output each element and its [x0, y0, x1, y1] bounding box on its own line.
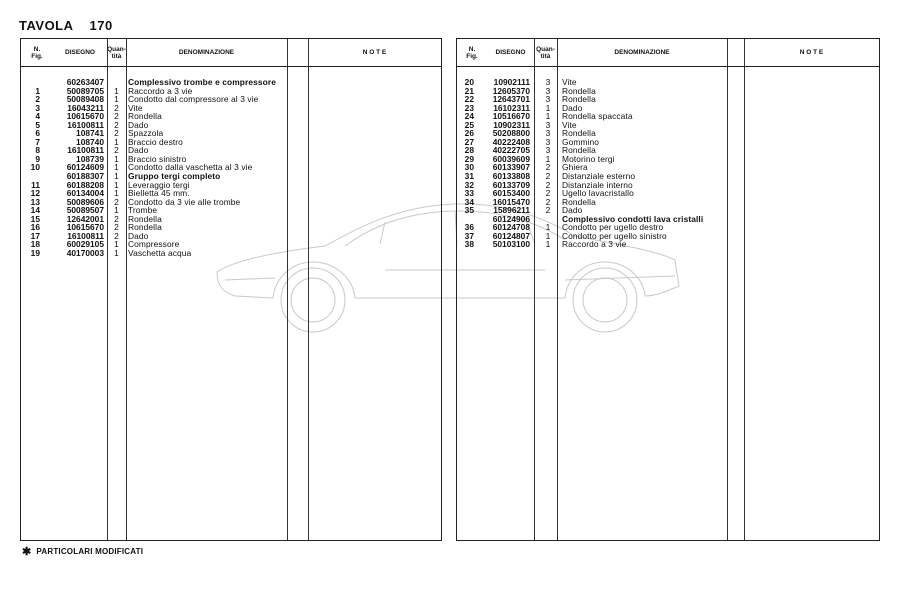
- fig-number: 26: [464, 128, 474, 139]
- part-number: 12605370: [492, 85, 530, 96]
- table-row: [457, 240, 879, 249]
- part-number: 60134004: [66, 188, 104, 199]
- quantity: 1: [545, 153, 551, 164]
- part-number: 16015470: [492, 196, 530, 207]
- part-number: 16102311: [493, 102, 530, 113]
- quantity: 1: [114, 239, 119, 250]
- part-number: 15896211: [493, 205, 530, 216]
- description: Dado: [128, 230, 149, 241]
- part-number: 60133808: [492, 171, 530, 182]
- description: Vite: [128, 102, 143, 113]
- description: Rondella: [128, 111, 162, 122]
- part-number: 60124609: [66, 162, 104, 173]
- header-fig: N. Fig.: [466, 45, 478, 60]
- description: Leveraggio tergi: [128, 179, 190, 190]
- part-number: 10516670: [492, 111, 530, 122]
- fig-number: 22: [464, 94, 474, 105]
- quantity: 1: [545, 230, 551, 241]
- fig-number: 16: [30, 222, 40, 233]
- header-disegno: DISEGNO: [65, 49, 95, 56]
- description: Dado: [562, 102, 583, 113]
- description: Complessivo condotti lava cristalli: [562, 213, 704, 224]
- fig-number: 28: [464, 145, 474, 156]
- quantity: 3: [545, 119, 551, 130]
- part-number: 60153400: [492, 188, 530, 199]
- quantity: 1: [114, 179, 119, 190]
- part-number: 60124906: [492, 213, 530, 224]
- fig-number: 31: [464, 171, 474, 182]
- part-number: 16043211: [67, 102, 104, 113]
- fig-number: 1: [35, 85, 40, 96]
- description: Distanziale esterno: [562, 171, 636, 182]
- part-number: 60263407: [66, 77, 104, 87]
- quantity: 3: [545, 128, 551, 139]
- part-number: 10615670: [66, 222, 104, 233]
- fig-number: 21: [464, 85, 474, 96]
- fig-number: 30: [464, 162, 474, 173]
- quantity: 1: [545, 102, 551, 113]
- fig-number: 17: [30, 230, 40, 241]
- fig-number: 4: [35, 111, 40, 122]
- part-number: 60124708: [492, 222, 530, 233]
- fig-number: 18: [30, 239, 40, 250]
- parts-table-left: [20, 38, 442, 541]
- part-number: 10902111: [493, 77, 530, 87]
- parts-list-left: [21, 78, 441, 257]
- fig-number: 6: [35, 128, 40, 139]
- description: Braccio sinistro: [128, 153, 187, 164]
- description: Rondella: [562, 196, 596, 207]
- quantity: 2: [545, 162, 551, 173]
- quantity: 2: [545, 188, 551, 199]
- header-note: N O T E: [362, 49, 387, 56]
- part-number: 108740: [76, 136, 104, 147]
- description: Bielletta 45 mm.: [128, 188, 190, 199]
- description: Distanziale interno: [562, 179, 633, 190]
- description: Condotto per ugello destro: [562, 222, 664, 233]
- quantity: 1: [114, 136, 119, 147]
- header-quantita: Quan- tità: [107, 45, 126, 60]
- part-number: 108739: [76, 153, 104, 164]
- quantity: 2: [114, 128, 119, 139]
- quantity: 2: [114, 119, 119, 130]
- description: Compressore: [128, 239, 180, 250]
- header-denominazione: DENOMINAZIONE: [614, 49, 670, 56]
- quantity: 3: [545, 94, 551, 105]
- quantity: 1: [114, 205, 119, 216]
- description: Rondella: [128, 213, 162, 224]
- quantity: 1: [545, 239, 551, 250]
- part-number: 50103100: [492, 239, 530, 250]
- quantity: 1: [114, 188, 119, 199]
- part-number: 60133907: [492, 162, 530, 173]
- part-number: 60029105: [66, 239, 104, 250]
- fig-number: 20: [464, 77, 474, 87]
- description: Vite: [562, 77, 577, 87]
- description: Rondella: [562, 94, 596, 105]
- quantity: 2: [114, 230, 119, 241]
- header-fig: N. Fig.: [31, 45, 43, 60]
- description: Gruppo tergi completo: [128, 171, 221, 182]
- tavola-number: 170: [89, 18, 113, 33]
- description: Condotto dal compressore al 3 vie: [128, 94, 259, 105]
- fig-number: 25: [464, 119, 474, 130]
- part-number: 16100811: [67, 145, 104, 156]
- fig-number: 34: [464, 196, 474, 207]
- fig-number: 36: [464, 222, 474, 233]
- quantity: 2: [545, 205, 551, 216]
- quantity: 2: [545, 196, 551, 207]
- description: Dado: [128, 145, 149, 156]
- description: Dado: [562, 205, 583, 216]
- quantity: 2: [545, 179, 551, 190]
- part-number: 16100811: [67, 230, 104, 241]
- quantity: 3: [545, 85, 551, 96]
- description: Condotto da 3 vie alle trombe: [128, 196, 241, 207]
- header-rule: [21, 66, 441, 67]
- fig-number: 23: [464, 102, 474, 113]
- description: Ugello lavacristallo: [562, 188, 634, 199]
- fig-number: 7: [35, 136, 40, 147]
- part-number: 60188307: [66, 171, 104, 182]
- fig-number: 5: [35, 119, 40, 130]
- part-number: 50089408: [66, 94, 104, 105]
- asterisk-icon: ✱: [22, 546, 32, 558]
- description: Spazzola: [128, 128, 164, 139]
- header-rule: [457, 66, 879, 67]
- header-quantita: Quan- tità: [536, 45, 555, 60]
- quantity: 2: [114, 222, 119, 233]
- part-number: 60039609: [492, 153, 530, 164]
- part-number: 10902311: [493, 119, 530, 130]
- parts-list-right: [457, 78, 879, 249]
- quantity: 2: [114, 111, 119, 122]
- part-number: 40222705: [492, 145, 530, 156]
- fig-number: 33: [464, 188, 474, 199]
- part-number: 16100811: [67, 119, 104, 130]
- quantity: 3: [545, 145, 551, 156]
- description: Raccordo a 3 vie: [562, 239, 627, 250]
- table-row: [21, 249, 441, 258]
- fig-number: 27: [464, 136, 474, 147]
- fig-number: 9: [35, 153, 40, 164]
- description: Braccio destro: [128, 136, 183, 147]
- footer-legend: [22, 545, 143, 558]
- description: Trombe: [128, 205, 158, 216]
- fig-number: 10: [30, 162, 40, 173]
- quantity: 1: [114, 153, 119, 164]
- description: Condotto per ugello sinistro: [562, 230, 667, 241]
- quantity: 3: [545, 77, 551, 87]
- part-number: 50089507: [66, 205, 104, 216]
- fig-number: 13: [30, 196, 40, 207]
- fig-number: 8: [35, 145, 40, 156]
- part-number: 12643701: [492, 94, 530, 105]
- fig-number: 38: [464, 239, 474, 250]
- description: Condotto dalla vaschetta al 3 vie: [128, 162, 253, 173]
- fig-number: 14: [30, 205, 40, 216]
- fig-number: 11: [31, 179, 40, 190]
- fig-number: 29: [464, 153, 474, 164]
- quantity: 1: [545, 111, 551, 122]
- description: Rondella: [562, 85, 596, 96]
- description: Complessivo trombe e compressore: [128, 77, 276, 87]
- fig-number: 37: [464, 230, 474, 241]
- fig-number: 2: [35, 94, 40, 105]
- part-number: 40170003: [66, 247, 104, 258]
- part-number: 60124807: [492, 230, 530, 241]
- quantity: 1: [114, 94, 119, 105]
- description: Raccordo a 3 vie: [128, 85, 193, 96]
- quantity: 1: [114, 162, 119, 173]
- description: Gommino: [562, 136, 600, 147]
- quantity: 2: [114, 102, 119, 113]
- part-number: 108741: [76, 128, 104, 139]
- fig-number: 12: [30, 188, 40, 199]
- description: Vaschetta acqua: [128, 247, 192, 258]
- description: Rondella: [128, 222, 162, 233]
- quantity: 3: [545, 136, 551, 147]
- description: Vite: [562, 119, 577, 130]
- part-number: 50089606: [66, 196, 104, 207]
- description: Rondella: [562, 128, 596, 139]
- fig-number: 32: [464, 179, 474, 190]
- fig-number: 3: [35, 102, 40, 113]
- fig-number: 24: [464, 111, 474, 122]
- description: Rondella: [562, 145, 596, 156]
- part-number: 40222408: [492, 136, 530, 147]
- part-number: 60133709: [492, 179, 530, 190]
- quantity: 1: [114, 85, 119, 96]
- header-denominazione: DENOMINAZIONE: [178, 49, 235, 56]
- quantity: 1: [114, 171, 119, 182]
- quantity: 1: [114, 247, 119, 258]
- quantity: 2: [114, 213, 119, 224]
- quantity: 2: [114, 196, 119, 207]
- quantity: 2: [114, 145, 119, 156]
- header-disegno: DISEGNO: [495, 49, 526, 56]
- description: Dado: [128, 119, 149, 130]
- header-note: N O T E: [799, 49, 824, 56]
- quantity: 1: [545, 222, 551, 233]
- part-number: 50208800: [492, 128, 530, 139]
- part-number: 12642001: [66, 213, 104, 224]
- fig-number: 35: [464, 205, 474, 216]
- part-number: 50089705: [66, 85, 104, 96]
- description: Ghiera: [562, 162, 588, 173]
- quantity: 2: [545, 171, 551, 182]
- page-title: [19, 18, 113, 33]
- fig-number: 19: [30, 247, 40, 258]
- parts-table-right: [456, 38, 880, 541]
- part-number: 60188208: [66, 179, 104, 190]
- description: Motorino tergi: [562, 153, 615, 164]
- footer-text: PARTICOLARI MODIFICATI: [36, 547, 144, 556]
- part-number: 10615670: [66, 111, 104, 122]
- tavola-label: TAVOLA: [19, 18, 74, 33]
- fig-number: 15: [30, 213, 40, 224]
- description: Rondella spaccata: [562, 111, 633, 122]
